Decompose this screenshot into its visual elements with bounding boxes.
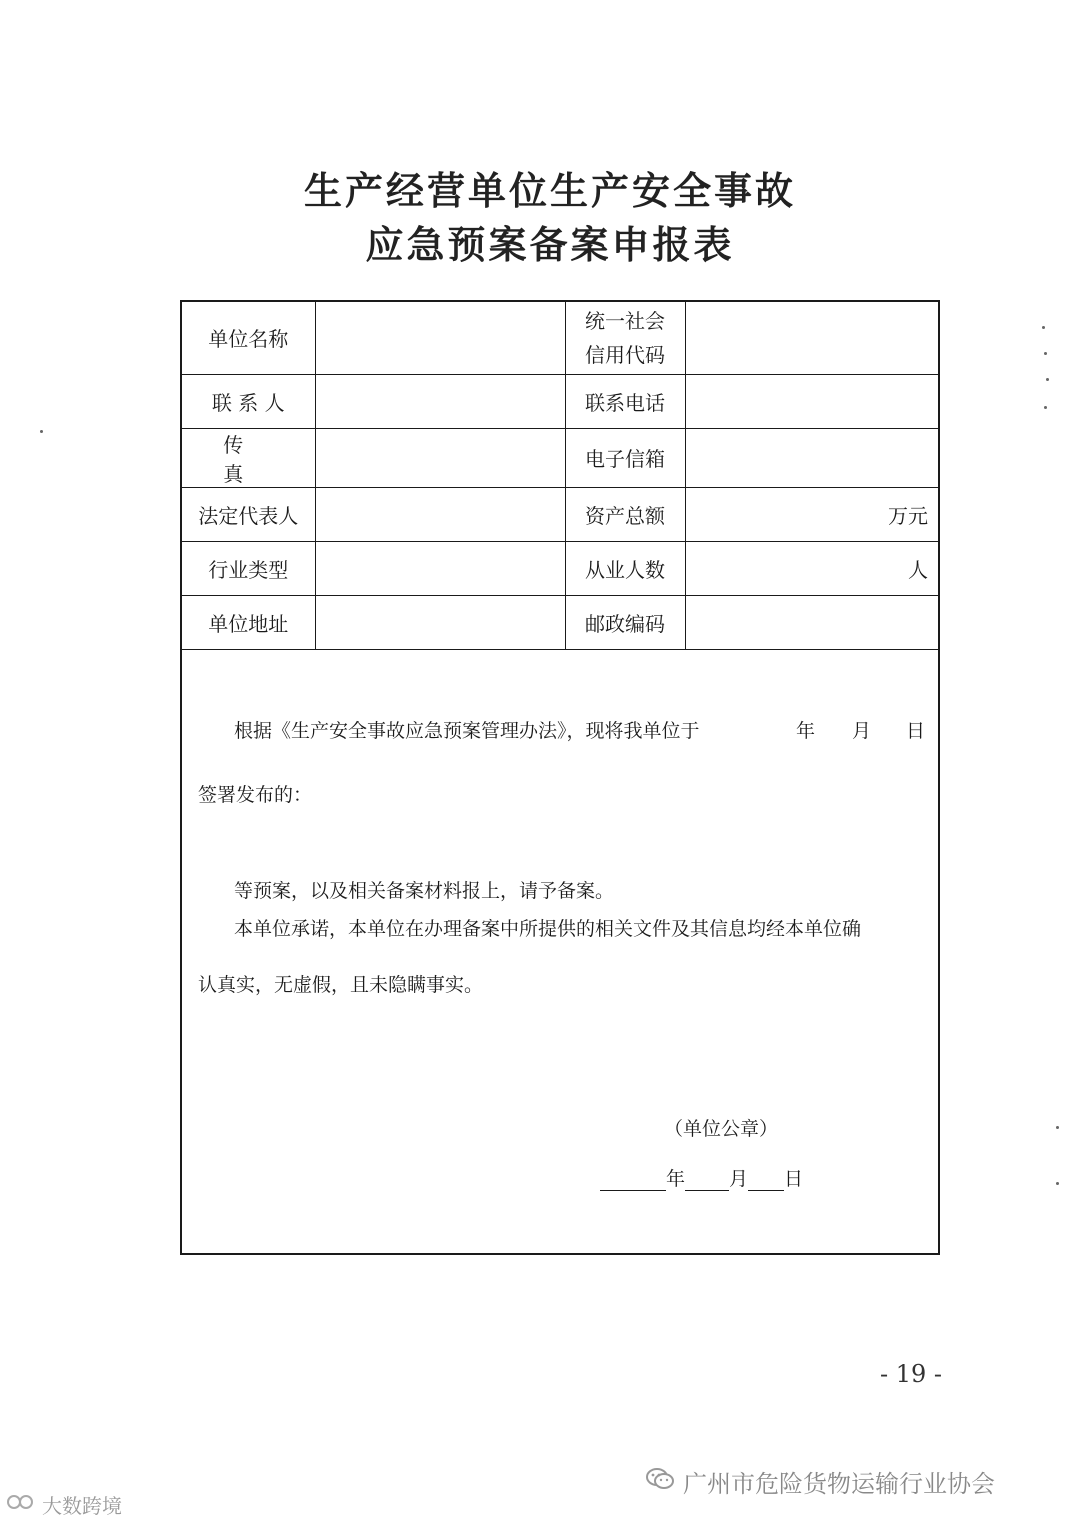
scan-speck (1056, 1126, 1059, 1129)
employee-count-unit[interactable]: 人 (685, 541, 938, 595)
contact-person-label: 联 系 人 (182, 374, 315, 428)
industry-type-field[interactable] (315, 541, 565, 595)
table-row (182, 428, 938, 487)
sign-date (600, 1164, 803, 1191)
watermark-right-text: 广州市危险货物运输行业协会 (683, 1470, 995, 1498)
table-row (182, 541, 938, 595)
info-table (182, 302, 938, 650)
statement-day: 日 (906, 720, 926, 742)
sign-day-label: 日 (784, 1168, 804, 1190)
scan-speck (40, 430, 43, 433)
table-row (182, 487, 938, 541)
phone-label: 联系电话 (565, 374, 685, 428)
scan-speck (1044, 406, 1047, 409)
document-title-line2: 应急预案备案申报表 (365, 222, 735, 267)
statement-month: 月 (852, 720, 872, 742)
postal-code-field[interactable] (685, 595, 938, 649)
email-label: 电子信箱 (565, 428, 685, 487)
phone-field[interactable] (685, 374, 938, 428)
fax-field[interactable] (315, 428, 565, 487)
statement-year: 年 (796, 720, 816, 742)
table-row (182, 595, 938, 649)
scan-speck (1042, 326, 1045, 329)
brand-watermark (6, 1490, 122, 1519)
sign-month-label: 月 (729, 1168, 749, 1190)
page-number: - 19 - (880, 1360, 943, 1388)
industry-type-label: 行业类型 (182, 541, 315, 595)
scan-speck (1044, 352, 1047, 355)
sign-year-label: 年 (666, 1168, 686, 1190)
scan-speck (1046, 378, 1049, 381)
table-row (182, 302, 938, 374)
credit-code-field[interactable] (685, 302, 938, 374)
unit-seal-label: （单位公章） (664, 1118, 779, 1140)
credit-code-label-line1: 统一社会 (585, 308, 665, 333)
table-row (182, 374, 938, 428)
statement-paragraph-3-line2: 认真实，无虚假，且未隐瞒事实。 (198, 974, 484, 996)
scan-speck (1056, 1182, 1059, 1185)
credit-code-label (565, 302, 685, 374)
unit-address-field[interactable] (315, 595, 565, 649)
wechat-icon (645, 1466, 675, 1498)
sign-year-blank[interactable] (600, 1170, 666, 1191)
total-assets-unit[interactable]: 万元 (685, 487, 938, 541)
statement-paragraph-2: 等预案，以及相关备案材料报上，请予备案。 (234, 880, 615, 902)
credit-code-label-line2: 信用代码 (585, 342, 665, 367)
fax-label: 传 真 (182, 428, 315, 487)
application-form (180, 300, 940, 1255)
statement-paragraph-1 (234, 716, 938, 743)
statement-paragraph-3-line1: 本单位承诺，本单位在办理备案中所提供的相关文件及其信息均经本单位确 (234, 918, 862, 940)
document-title-line1: 生产经营单位生产安全事故 (303, 168, 796, 213)
unit-name-label: 单位名称 (182, 302, 315, 374)
wechat-watermark (645, 1464, 995, 1499)
employee-count-label: 从业人数 (565, 541, 685, 595)
brand-logo-icon (6, 1491, 38, 1518)
statement-p1-text: 根据《生产安全事故应急预案管理办法》，现将我单位于 (234, 720, 700, 742)
legal-rep-field[interactable] (315, 487, 565, 541)
watermark-left-text: 大数跨境 (42, 1494, 122, 1518)
sign-day-blank[interactable] (748, 1170, 784, 1191)
email-field[interactable] (685, 428, 938, 487)
statement-p1-continued: 签署发布的： (198, 784, 313, 806)
postal-code-label: 邮政编码 (565, 595, 685, 649)
sign-month-blank[interactable] (685, 1170, 729, 1191)
unit-name-field[interactable] (315, 302, 565, 374)
total-assets-label: 资产总额 (565, 487, 685, 541)
contact-person-field[interactable] (315, 374, 565, 428)
unit-address-label: 单位地址 (182, 595, 315, 649)
legal-rep-label: 法定代表人 (182, 487, 315, 541)
